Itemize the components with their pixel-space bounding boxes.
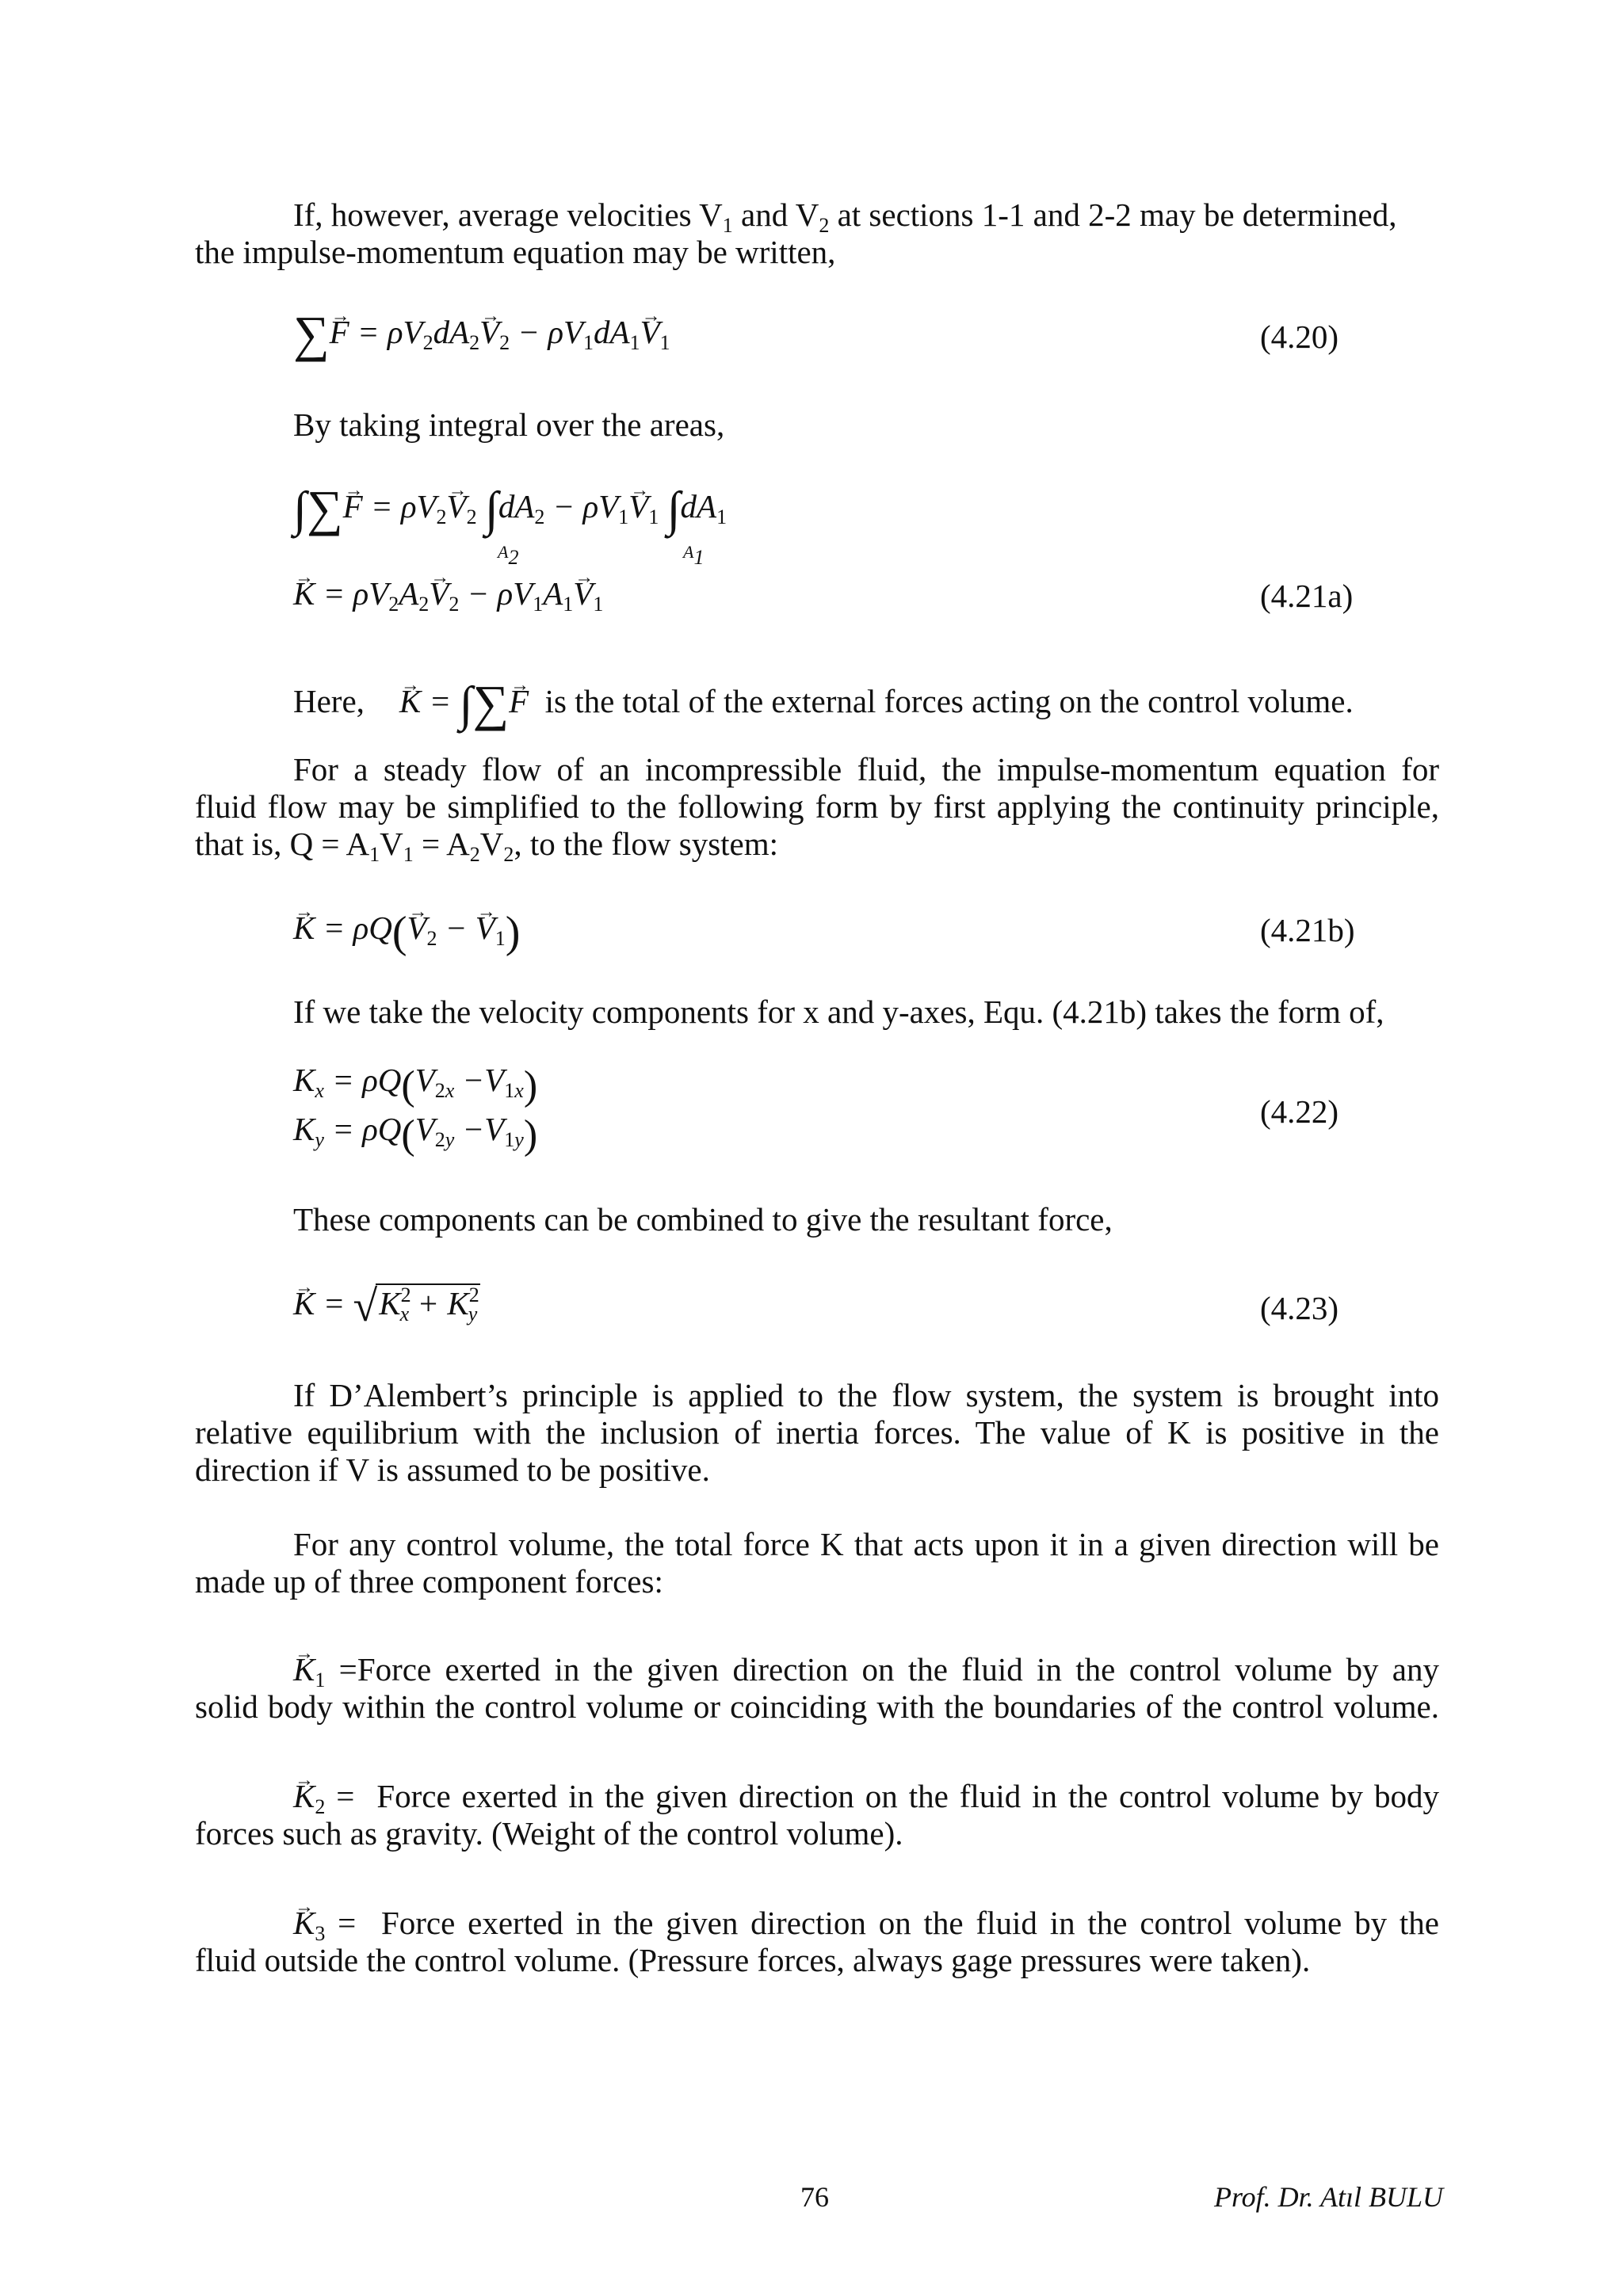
integral-limit-a2: $A_2$ <box>498 542 519 569</box>
equation-4-22-ky: $K_y = \rho Q(V_{2y} -V_{1y})$ <box>293 1111 538 1158</box>
equation-number-4-20: (4.20) <box>1260 318 1339 355</box>
equation-4-20: ∑→ $F = \rho V_2dA_2\to V_2 - \rho V_1dA_1\to V_1$ <box>293 314 670 353</box>
equation-4-21b: → $K = \rho Q(\to V_2$ − → $V_1$) <box>293 910 520 952</box>
equation-4-23: → $K = √K^2_x + K^2_y$ <box>293 1283 480 1325</box>
here-line: Here,→ K = ∫∑→ F is the total of the external forces acting on the control volume. <box>293 683 1354 723</box>
equation-integral: ∫∑→ $F = \rho V_2\to V_2$ $\int dA_2 - \rho V_1\to V_1$ $\int dA_1$ <box>293 488 727 528</box>
equation-number-4-21b: (4.21b) <box>1260 912 1355 948</box>
equation-4-21a: → $K = \rho V_2A_2\to V_2 - \rho V_1A_1\to V_1$ <box>293 575 603 612</box>
k2-definition: → $K_2$ = Force exerted in the given direction on the fluid in the control volume by body forces such as gravity. (Weight of the control volume). <box>195 1778 1439 1852</box>
para-6: If D’Alembert’s principle is applied to the flow system, the system is brought into relative equilibrium with the inclusion of inertia forces. The value of K is positive in the direction if V is assumed to be positive. <box>195 1377 1439 1488</box>
page-number: 76 <box>800 2181 829 2213</box>
k3-definition: → $K_3$ = Force exerted in the given direction on the fluid in the control volume by the fluid outside the control volume. (Pressure forces, always gage pressures were taken). <box>195 1905 1439 1979</box>
author-footer: Prof. Dr. Atıl BULU <box>1214 2181 1444 2213</box>
k1-definition: → $K_1$ =Force exerted in the given direction on the fluid in the control volume by any solid body within the control volume or coinciding with the boundaries of the control volume. <box>195 1651 1439 1726</box>
equation-number-4-22: (4.22) <box>1260 1093 1339 1130</box>
integral-limit-a1: $A_1$ <box>683 542 705 569</box>
equation-number-4-21a: (4.21a) <box>1260 578 1354 614</box>
equation-number-4-23: (4.23) <box>1260 1290 1339 1326</box>
para-3: For a steady flow of an incompressible fluid, the impulse-momentum equation for fluid flow may be simplified to the following form by first applying the continuity principle, that is, $Q = A_1V_1 = A_2V_2$, to the flow system: <box>195 751 1439 866</box>
para-2: By taking integral over the areas, <box>293 406 725 443</box>
para-1-line-1: If, however, average velocities $V_1$ and $V_2$ at sections 1-1 and 2-2 may be determined, <box>293 196 1397 237</box>
para-1-line-2: the impulse-momentum equation may be written, <box>195 234 836 270</box>
para-7: For any control volume, the total force K that acts upon it in a given direction will be made up of three component forces: <box>195 1526 1439 1600</box>
para-5: These components can be combined to give the resultant force, <box>293 1201 1113 1238</box>
equation-4-22-kx: $K_x = \rho Q(V_{2x} -V_{1x})$ <box>293 1062 538 1108</box>
para-4: If we take the velocity components for x and y-axes, Equ. (4.21b) takes the form of, <box>293 994 1384 1030</box>
